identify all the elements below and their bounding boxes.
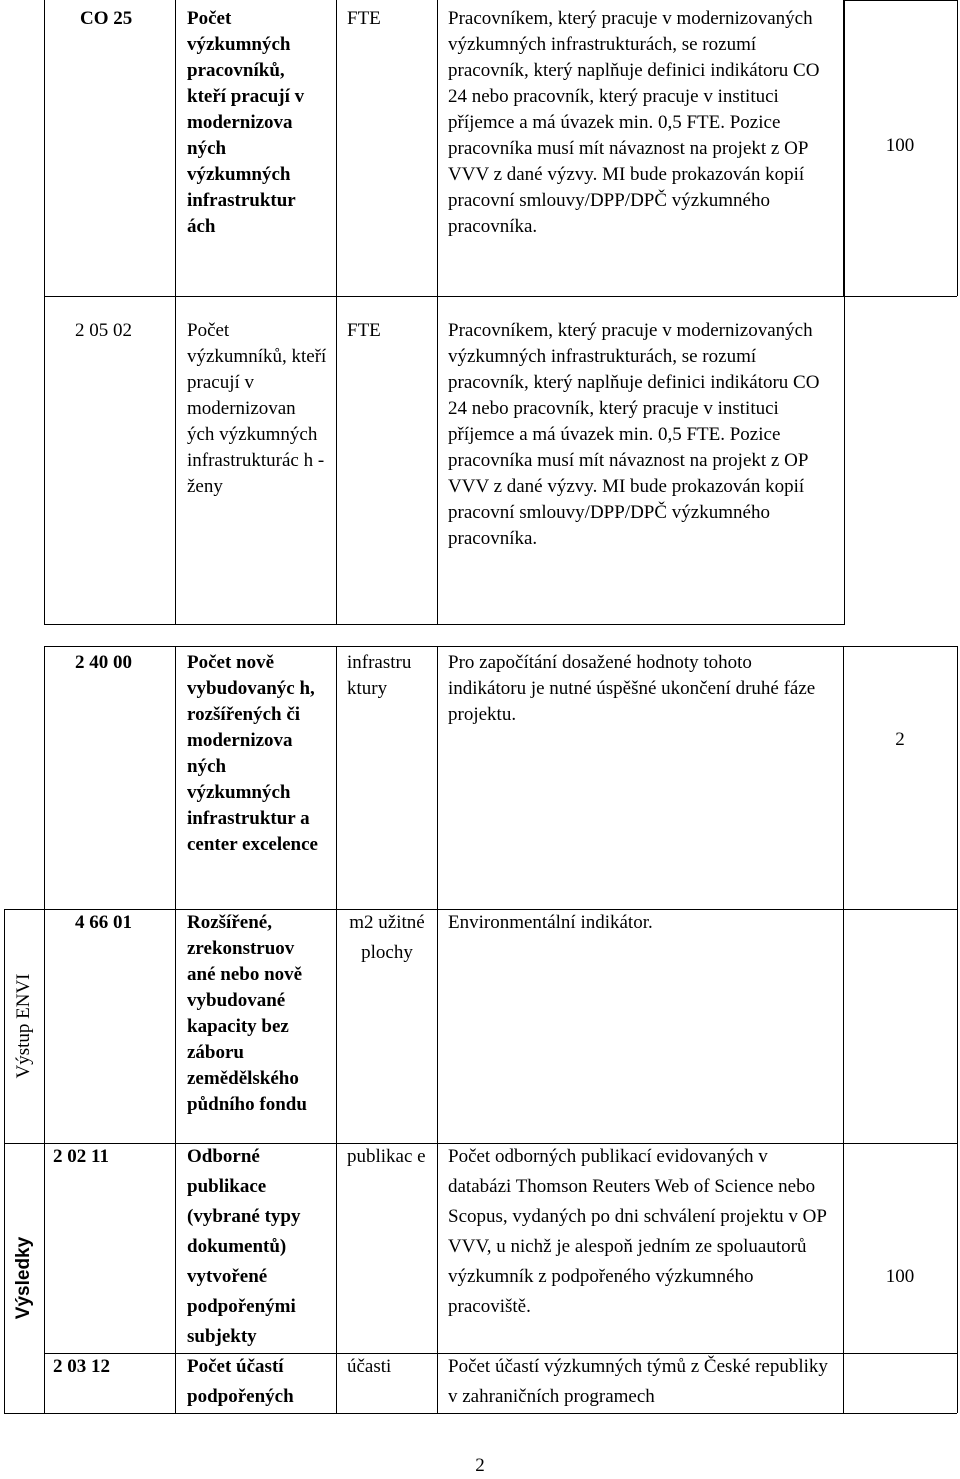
- indicator-code: 2 40 00: [75, 652, 132, 673]
- indicator-unit: FTE: [347, 320, 381, 341]
- indicator-name: Rozšířené, zrekonstruov ané nebo nově vybudované kapacity bez záboru zemědělského půdního fondu: [187, 912, 307, 1115]
- indicator-unit: účasti: [347, 1356, 392, 1377]
- indicator-target-value: 100: [885, 1266, 915, 1287]
- divider: [44, 296, 957, 297]
- indicator-definition: Environmentální indikátor.: [448, 912, 653, 933]
- divider: [336, 646, 337, 1413]
- indicator-target-value: 100: [885, 135, 915, 156]
- indicator-name: Počet nově vybudovanýc h, rozšířených či modernizova ných výzkumných infrastruktur a center excelence: [187, 652, 318, 855]
- page-number: 2: [475, 1455, 485, 1476]
- divider: [44, 646, 957, 647]
- indicator-target-value: 2: [895, 729, 905, 750]
- divider: [437, 0, 438, 624]
- indicator-unit: infrastru ktury: [347, 652, 412, 699]
- side-label-results: Výsledky: [13, 1236, 34, 1320]
- side-label-output-envi: Výstup ENVI: [13, 973, 34, 1079]
- indicator-code: CO 25: [80, 8, 133, 29]
- indicator-unit: publikac e: [347, 1146, 426, 1167]
- divider: [957, 646, 958, 1413]
- indicator-code: 2 02 11: [53, 1146, 109, 1167]
- divider: [843, 646, 844, 1413]
- indicator-definition: Pracovníkem, který pracuje v modernizovaných výzkumných infrastrukturách, se rozumí pracovník, který naplňuje definici indikátoru CO 24 nebo pracovník, který pracuje v instituci příjemce a má úvazek min. 0,5 FTE. Pozice pracovníka musí mít návaznost na projekt z OP VVV z dané výzvy. MI bude prokazován kopií pracovní smlouvy/DPP/DPČ výzkumného pracovníka.: [448, 8, 820, 237]
- divider: [44, 646, 45, 1413]
- indicator-code: 2 03 12: [53, 1356, 110, 1377]
- indicator-name: Počet účastí podpořených: [187, 1356, 294, 1407]
- divider: [4, 1143, 44, 1144]
- indicator-unit: FTE: [347, 8, 381, 29]
- indicator-code: 2 05 02: [75, 320, 132, 341]
- divider: [843, 0, 957, 1]
- divider: [957, 0, 958, 296]
- indicator-name: Odborné publikace (vybrané typy dokumentů) vytvořené podpořenými subjekty: [187, 1146, 301, 1347]
- divider: [4, 909, 5, 1413]
- indicator-definition: Počet účastí výzkumných týmů z České republiky v zahraničních programech: [448, 1356, 828, 1407]
- divider: [336, 0, 337, 624]
- indicator-code: 4 66 01: [75, 912, 132, 933]
- indicator-unit: m2 užitné plochy: [349, 912, 425, 963]
- indicator-definition: Počet odborných publikací evidovaných v databázi Thomson Reuters Web of Science nebo Scopus, vydaných po dni schválení projektu v OP VVV, u nichž je alespoň jedním ze spoluautorů výzkumník z podpořeného výzkumného pracoviště.: [448, 1146, 827, 1317]
- indicator-name: Počet výzkumníků, kteří pracují v modernizovan ých výzkumných infrastrukturác h - ženy: [187, 320, 327, 497]
- divider: [4, 1413, 957, 1414]
- divider: [437, 646, 438, 1413]
- indicator-definition: Pracovníkem, který pracuje v modernizovaných výzkumných infrastrukturách, se rozumí pracovník, který naplňuje definici indikátoru CO 24 nebo pracovník, který pracuje v instituci příjemce a má úvazek min. 0,5 FTE. Pozice pracovníka musí mít návaznost na projekt z OP VVV z dané výzvy. MI bude prokazován kopií pracovní smlouvy/DPP/DPČ výzkumného pracovníka.: [448, 320, 820, 549]
- divider: [175, 646, 176, 1413]
- indicator-name: Počet výzkumných pracovníků, kteří pracují v modernizova ných výzkumných infrastruktur ách: [187, 8, 305, 237]
- indicator-definition: Pro započítání dosažené hodnoty tohoto indikátoru je nutné úspěšné ukončení druhé fáze projektu.: [448, 652, 816, 725]
- divider: [175, 0, 176, 624]
